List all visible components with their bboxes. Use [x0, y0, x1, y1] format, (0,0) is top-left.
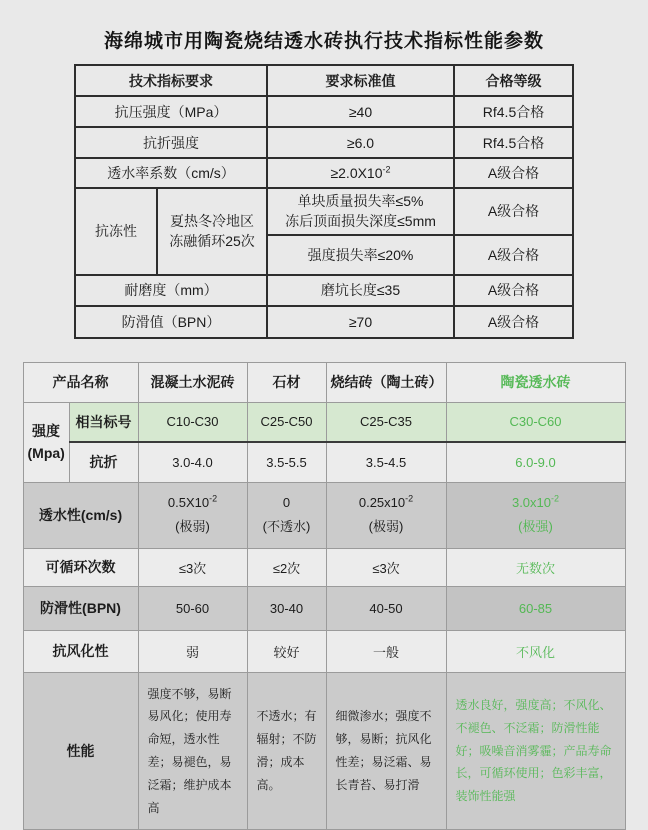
cmp-permeability-stone — [247, 482, 326, 548]
flexural-sintered: 3.5-4.5 — [326, 442, 446, 482]
abrasion-grade: A级合格 — [454, 275, 573, 306]
performance-concrete: 强度不够，易断易风化；使用寿命短，透水性差；易褪色，易泛霜；维护成本高 — [138, 672, 247, 830]
grade-concrete: C10-C30 — [138, 402, 247, 442]
frost-condition-line2: 冻融循环25次 — [169, 233, 255, 250]
cmp-row-antislip — [23, 586, 625, 630]
cmp-antislip-concrete: 50-60 — [138, 586, 247, 630]
recyclable-stone: ≤2次 — [247, 548, 326, 586]
spec-row-abrasion — [75, 275, 573, 306]
cmp-row-performance — [23, 672, 625, 830]
cmp-antislip-label: 防滑性(BPN) — [23, 586, 138, 630]
strength-label-line1: 强度 — [32, 422, 60, 439]
perm-concrete-note: (极弱) — [175, 519, 210, 535]
compressive-value: ≥40 — [267, 96, 454, 127]
grade-stone: C25-C50 — [247, 402, 326, 442]
cmp-permeability-ceramic — [446, 482, 625, 548]
cmp-permeability-label: 透水性(cm/s) — [23, 482, 138, 548]
frost-name: 抗冻性 — [75, 188, 157, 275]
strength-label — [23, 402, 69, 482]
page-title: 海绵城市用陶瓷烧结透水砖执行技术指标性能参数 — [103, 31, 544, 52]
spec-header-standard: 要求标准值 — [267, 65, 454, 96]
grade-sublabel: 相当标号 — [69, 402, 138, 442]
performance-ceramic: 透水良好，强度高；不风化、不褪色、不泛霜；防滑性能好；吸噪音消雾霾；产品寿命长，可循环使用；色彩丰富，装饰性能强 — [446, 672, 625, 830]
perm-sintered-exponent: -2 — [405, 493, 414, 504]
spec-header-grade: 合格等级 — [454, 65, 573, 96]
frost-sub1-line1: 单块质量损失率≤5% — [297, 193, 424, 209]
cmp-header-concrete: 混凝土水泥砖 — [138, 362, 247, 402]
perm-ceramic-note: (极强) — [518, 519, 553, 535]
permeability-name: 透水率系数（cm/s） — [75, 158, 267, 188]
spec-row-antislip — [75, 306, 573, 338]
flexural-ceramic: 6.0-9.0 — [446, 442, 625, 482]
recyclable-concrete: ≤3次 — [138, 548, 247, 586]
cmp-row-flexural — [23, 442, 625, 482]
weathering-label: 抗风化性 — [23, 630, 138, 672]
cmp-header-sintered: 烧结砖（陶土砖） — [326, 362, 446, 402]
weathering-ceramic: 不风化 — [446, 630, 625, 672]
perm-sintered-note: (极弱) — [368, 519, 404, 535]
spec-row-permeability — [75, 158, 573, 188]
recyclable-ceramic: 无数次 — [446, 548, 625, 586]
perm-ceramic-base: 3.0x10 — [511, 495, 552, 511]
strength-label-line2: (Mpa) — [27, 445, 65, 462]
weathering-stone: 较好 — [247, 630, 326, 672]
flexural-name: 抗折强度 — [75, 127, 267, 158]
antislip-value: ≥70 — [267, 306, 454, 338]
cmp-header-ceramic: 陶瓷透水砖 — [446, 362, 625, 402]
perm-stone-base: 0 — [282, 495, 291, 511]
flexural-concrete: 3.0-4.0 — [138, 442, 247, 482]
weathering-concrete: 弱 — [138, 630, 247, 672]
grade-sintered: C25-C35 — [326, 402, 446, 442]
permeability-value — [267, 158, 454, 188]
antislip-name: 防滑值（BPN） — [75, 306, 267, 338]
comparison-table — [23, 362, 626, 830]
performance-sintered: 细微渗水；强度不够，易断；抗风化性差；易泛霜、易长青苔、易打滑 — [326, 672, 446, 830]
permeability-value-exponent: -2 — [382, 164, 391, 175]
flexural-sublabel: 抗折 — [69, 442, 138, 482]
flexural-stone: 3.5-5.5 — [247, 442, 326, 482]
cmp-row-weathering — [23, 630, 625, 672]
cmp-permeability-sintered — [326, 482, 446, 548]
flexural-grade: Rf4.5合格 — [454, 127, 573, 158]
grade-ceramic: C30-C60 — [446, 402, 625, 442]
frost-sub1-line2: 冻后顶面损失深度≤5mm — [285, 213, 436, 230]
cmp-header-row — [23, 362, 625, 402]
permeability-grade: A级合格 — [454, 158, 573, 188]
permeability-value-base: ≥2.0X10 — [330, 165, 383, 181]
perm-stone-note: (不透水) — [262, 519, 311, 535]
perm-ceramic-exponent: -2 — [551, 493, 560, 504]
compressive-name: 抗压强度（MPa） — [75, 96, 267, 127]
frost-condition — [157, 188, 267, 275]
recyclable-sintered: ≤3次 — [326, 548, 446, 586]
perm-concrete-exponent: -2 — [209, 493, 218, 504]
cmp-header-stone: 石材 — [247, 362, 326, 402]
spec-row-frost-1 — [75, 188, 573, 235]
performance-stone: 不透水；有辐射；不防滑；成本高。 — [247, 672, 326, 830]
spec-header-requirement: 技术指标要求 — [75, 65, 267, 96]
cmp-antislip-ceramic: 60-85 — [446, 586, 625, 630]
frost-sub1-grade: A级合格 — [454, 188, 573, 235]
compressive-grade: Rf4.5合格 — [454, 96, 573, 127]
recyclable-label: 可循环次数 — [23, 548, 138, 586]
perm-sintered-base: 0.25x10 — [358, 495, 406, 511]
cmp-antislip-sintered: 40-50 — [326, 586, 446, 630]
weathering-sintered: 一般 — [326, 630, 446, 672]
frost-sub2-grade: A级合格 — [454, 235, 573, 275]
flexural-value: ≥6.0 — [267, 127, 454, 158]
frost-condition-line1: 夏热冬冷地区 — [170, 213, 254, 229]
cmp-row-recyclable — [23, 548, 625, 586]
cmp-row-grade — [23, 402, 625, 442]
cmp-permeability-concrete — [138, 482, 247, 548]
antislip-grade: A级合格 — [454, 306, 573, 338]
abrasion-value: 磨坑长度≤35 — [267, 275, 454, 306]
spec-row-compressive — [75, 96, 573, 127]
spec-row-flexural — [75, 127, 573, 158]
frost-sub2-value: 强度损失率≤20% — [267, 235, 454, 275]
perm-concrete-base: 0.5X10 — [167, 495, 210, 511]
cmp-header-product-label: 产品名称 — [23, 362, 138, 402]
cmp-row-permeability — [23, 482, 625, 548]
performance-label: 性能 — [23, 672, 138, 830]
abrasion-name: 耐磨度（mm） — [75, 275, 267, 306]
spec-table — [74, 64, 574, 339]
cmp-antislip-stone: 30-40 — [247, 586, 326, 630]
frost-sub1-value — [267, 188, 454, 235]
spec-header-row — [75, 65, 573, 96]
